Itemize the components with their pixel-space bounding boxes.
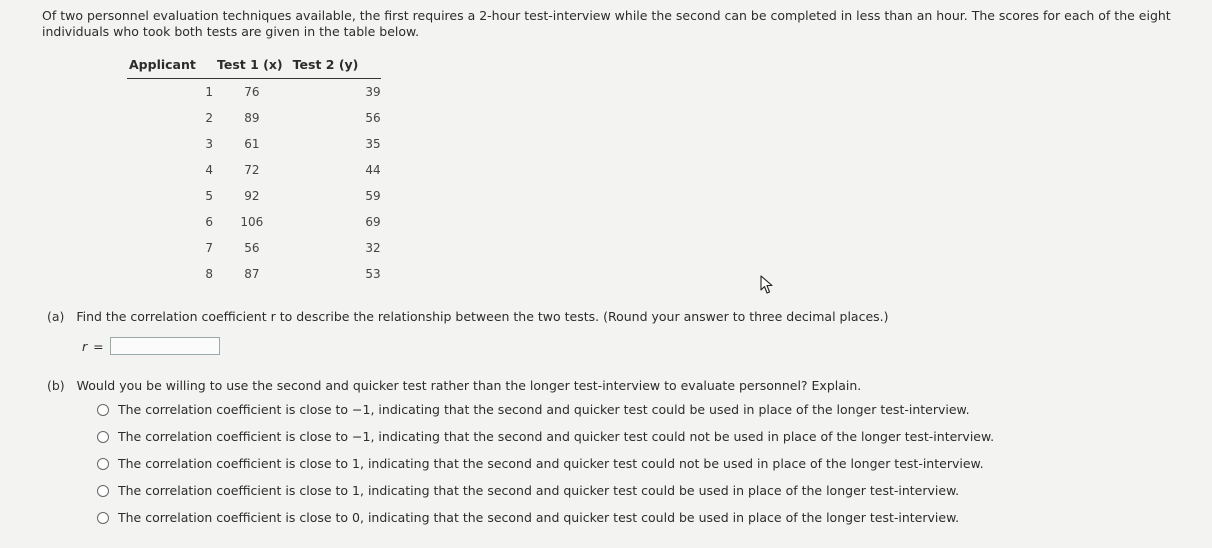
part-a-label: (a) bbox=[47, 309, 65, 324]
radio-button-icon[interactable] bbox=[97, 512, 109, 524]
part-b-question bbox=[47, 378, 861, 393]
equals-sign: = bbox=[93, 338, 104, 354]
table-row bbox=[127, 235, 381, 261]
radio-button-icon[interactable] bbox=[97, 458, 109, 470]
test1-cell: 92 bbox=[244, 189, 260, 203]
test2-cell: 69 bbox=[365, 215, 381, 229]
table-row bbox=[127, 79, 381, 106]
test1-cell: 87 bbox=[244, 267, 260, 281]
r-answer-input[interactable] bbox=[110, 337, 220, 355]
answer-option[interactable] bbox=[97, 504, 994, 531]
test1-cell: 89 bbox=[244, 111, 260, 125]
applicant-cell: 5 bbox=[205, 189, 213, 203]
test1-cell: 106 bbox=[240, 215, 264, 229]
applicant-cell: 7 bbox=[205, 241, 213, 255]
mouse-pointer-icon bbox=[760, 275, 774, 295]
header-applicant: Applicant bbox=[127, 54, 213, 79]
radio-button-icon[interactable] bbox=[97, 431, 109, 443]
option-text: The correlation coefficient is close to 1, indicating that the second and quicker test could be used in place of the longer test-interview. bbox=[118, 483, 960, 498]
header-test1: Test 1 (x) bbox=[213, 54, 291, 79]
answer-options bbox=[97, 396, 994, 531]
applicant-cell: 2 bbox=[205, 111, 213, 125]
applicant-cell: 1 bbox=[205, 85, 213, 99]
applicant-cell: 3 bbox=[205, 137, 213, 151]
option-text: The correlation coefficient is close to 0, indicating that the second and quicker test could be used in place of the longer test-interview. bbox=[118, 510, 960, 525]
option-text: The correlation coefficient is close to −1, indicating that the second and quicker test could be used in place of the longer test-interview. bbox=[118, 402, 970, 417]
test2-cell: 35 bbox=[365, 137, 381, 151]
test2-cell: 44 bbox=[365, 163, 381, 177]
radio-button-icon[interactable] bbox=[97, 485, 109, 497]
table-row bbox=[127, 261, 381, 287]
table-header-row bbox=[127, 54, 381, 79]
table-row bbox=[127, 183, 381, 209]
table-row bbox=[127, 157, 381, 183]
part-a-text: Find the correlation coefficient r to describe the relationship between the two tests. (Round your answer to three decimal places.) bbox=[76, 309, 889, 324]
test2-cell: 56 bbox=[365, 111, 381, 125]
table-row bbox=[127, 105, 381, 131]
answer-option[interactable] bbox=[97, 450, 994, 477]
test1-cell: 72 bbox=[244, 163, 260, 177]
option-text: The correlation coefficient is close to −1, indicating that the second and quicker test could not be used in place of the longer test-interview. bbox=[118, 429, 995, 444]
header-test2: Test 2 (y) bbox=[291, 54, 381, 79]
option-text: The correlation coefficient is close to 1, indicating that the second and quicker test could not be used in place of the longer test-interview. bbox=[118, 456, 984, 471]
test1-cell: 76 bbox=[244, 85, 260, 99]
table-row bbox=[127, 209, 381, 235]
applicant-cell: 4 bbox=[205, 163, 213, 177]
answer-option[interactable] bbox=[97, 477, 994, 504]
part-b-label: (b) bbox=[47, 378, 65, 393]
test1-cell: 56 bbox=[244, 241, 260, 255]
table-row bbox=[127, 131, 381, 157]
r-variable: r bbox=[82, 338, 88, 354]
applicant-cell: 6 bbox=[205, 215, 213, 229]
answer-option[interactable] bbox=[97, 423, 994, 450]
answer-option[interactable] bbox=[97, 396, 994, 423]
r-answer-row bbox=[82, 337, 220, 355]
test1-cell: 61 bbox=[244, 137, 260, 151]
test2-cell: 59 bbox=[365, 189, 381, 203]
radio-button-icon[interactable] bbox=[97, 404, 109, 416]
part-b-text: Would you be willing to use the second and quicker test rather than the longer test-interview to evaluate personnel? Explain. bbox=[76, 378, 862, 393]
test2-cell: 53 bbox=[365, 267, 381, 281]
test2-cell: 39 bbox=[365, 85, 381, 99]
scores-table bbox=[127, 54, 381, 287]
part-a-question bbox=[47, 309, 889, 324]
problem-intro: Of two personnel evaluation techniques available, the first requires a 2-hour test-interview while the second can be completed in less than an hour. The scores for each of the eight individuals who took both tests are given in the table below. bbox=[42, 8, 1171, 39]
test2-cell: 32 bbox=[365, 241, 381, 255]
applicant-cell: 8 bbox=[205, 267, 213, 281]
